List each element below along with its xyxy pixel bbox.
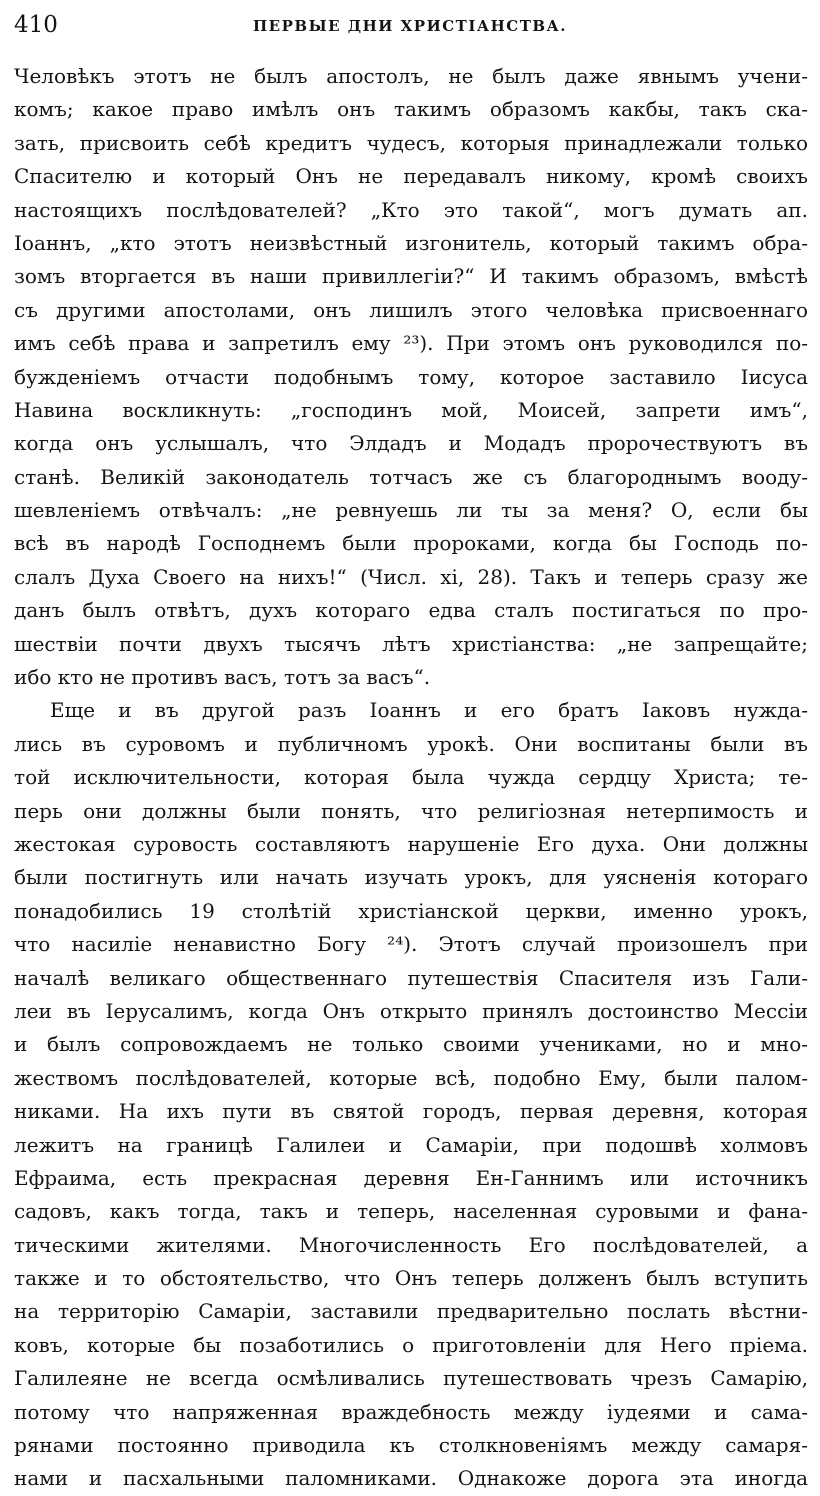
text-line: также и то обстоятельство, что Онъ теперь долженъ былъ вступить [14,1266,808,1291]
text-line: той исключительности, которая была чужда сердцу Христа; те- [14,765,808,790]
text-line: рянами постоянно приводила къ столкновеніямъ между самаря- [14,1433,808,1458]
text-line: леи въ Іерусалимъ, когда Онъ открыто принялъ достоинство Мессіи [14,998,808,1023]
text-line: бужденіемъ отчасти подобнымъ тому, которое заставило Іисуса [14,364,808,389]
text-line: Еще и въ другой разъ Іоаннъ и его братъ Іаковъ нужда- [50,698,808,723]
running-title: ПЕРВЫЕ ДНИ ХРИСТІАНСТВА. [253,17,567,35]
text-line: шествіи почти двухъ тысячъ лѣтъ христіанства: „не запрещайте; [14,631,808,656]
text-line: ибо кто не противъ васъ, тотъ за васъ“. [14,665,431,690]
text-line: Іоаннъ, „кто этотъ неизвѣстный изгонитель, который такимъ обра- [14,230,808,255]
text-line: садовъ, какъ тогда, такъ и теперь, населенная суровыми и фана- [14,1199,808,1224]
text-line: лежитъ на границѣ Галилеи и Самаріи, при подошвѣ холмовъ [14,1132,808,1157]
page-number: 410 [14,12,58,38]
text-line: началѣ великаго общественнаго путешествія Спасителя изъ Гали- [14,965,808,990]
body-text [14,60,808,1496]
text-line: жестокая суровость составляютъ нарушеніе Его духа. Они должны [14,831,808,856]
text-line: съ другими апостолами, онъ лишилъ этого человѣка присвоеннаго [14,297,808,322]
text-line: перь они должны были понять, что религіозная нетерпимость и [14,798,808,823]
text-line: понадобились 19 столѣтій христіанской церкви, именно урокъ, [14,898,808,923]
text-line: ковъ, которые бы позаботились о приготовленіи для Него пріема. [14,1332,808,1357]
text-line: нами и пасхальными паломниками. Однакоже дорога эта иногда [14,1466,808,1491]
text-line: и былъ сопровождаемъ не только своими учениками, но и мно- [14,1032,808,1057]
text-line: лись въ суровомъ и публичномъ урокѣ. Они воспитаны были въ [14,731,808,756]
text-line: на территорію Самаріи, заставили предварительно послать вѣстни- [14,1299,808,1324]
paragraph [14,60,808,694]
text-line: имъ себѣ права и запретилъ ему ²³). При этомъ онъ руководился по- [14,331,808,356]
text-line: комъ; какое право имѣлъ онъ такимъ образомъ какбы, такъ ска- [14,97,808,122]
text-line: что насиліе ненавистно Богу ²⁴). Этотъ случай произошелъ при [14,932,808,957]
text-line: Галилеяне не всегда осмѣливались путешествовать чрезъ Самарію, [14,1366,808,1391]
text-line: данъ былъ отвѣтъ, духъ котораго едва сталъ постигаться по про- [14,598,808,623]
text-line: тическими жителями. Многочисленность Его послѣдователей, а [14,1232,808,1257]
text-line: слалъ Духа Своего на нихъ!“ (Числ. xi, 28). Такъ и теперь сразу же [14,564,808,589]
text-line: зомъ вторгается въ наши привиллегіи?“ И такимъ образомъ, вмѣстѣ [14,264,808,289]
text-line: Навина воскликнуть: „господинъ мой, Моисей, запрети имъ“, [14,397,808,422]
text-line: настоящихъ послѣдователей? „Кто это такой“, могъ думать ап. [14,197,808,222]
text-line: когда онъ услышалъ, что Элдадъ и Модадъ пророчествуютъ въ [14,431,808,456]
text-line: были постигнуть или начать изучать урокъ, для уясненія котораго [14,865,808,890]
text-line: шевленіемъ отвѣчалъ: „не ревнуешь ли ты за меня? О, если бы [14,498,808,523]
text-line: станѣ. Великій законодатель тотчасъ же съ благороднымъ вооду- [14,464,808,489]
text-line: Человѣкъ этотъ не былъ апостолъ, не былъ даже явнымъ учени- [14,64,808,88]
text-line: всѣ въ народѣ Господнемъ были пророками, когда бы Господь по- [14,531,808,556]
page-header [14,10,806,44]
text-line: зать, присвоить себѣ кредитъ чудесъ, которыя принадлежали только [14,130,808,155]
text-line: Ефраима, есть прекрасная деревня Ен-Ганнимъ или источникъ [14,1165,808,1190]
paragraph [14,694,808,1495]
text-line: Спасителю и который Онъ не передавалъ никому, кромѣ своихъ [14,164,808,189]
text-line: никами. На ихъ пути въ святой городъ, первая деревня, которая [14,1099,808,1124]
text-line: потому что напряженная враждебность между іудеями и сама- [14,1399,808,1424]
text-line: жествомъ послѣдователей, которые всѣ, подобно Ему, были палом- [14,1065,808,1090]
